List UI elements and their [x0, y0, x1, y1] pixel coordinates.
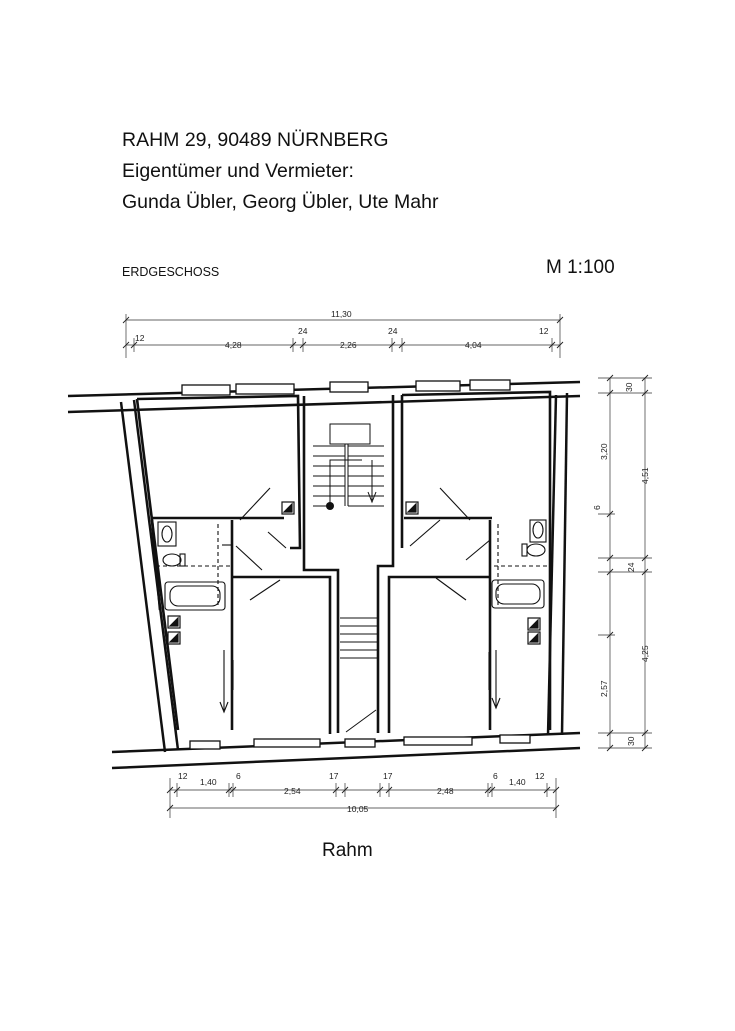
- dim-right-3: 6: [592, 505, 602, 510]
- dim-bottom-6: 17: [383, 771, 393, 781]
- stair-start-marker: [326, 502, 334, 510]
- right-ventilation-ducts: [406, 502, 540, 644]
- street-label: Rahm: [322, 840, 373, 861]
- dim-right-6: 2,57: [599, 680, 609, 697]
- outer-walls: [68, 382, 580, 768]
- dim-top-6: 4,04: [465, 340, 482, 350]
- dim-top-5: 24: [388, 326, 398, 336]
- top-dimension-chain: [126, 314, 560, 358]
- dim-bottom-2: 1,40: [200, 777, 217, 787]
- dim-bottom-1: 12: [178, 771, 188, 781]
- floor-label: ERDGESCHOSS: [122, 265, 220, 279]
- dim-bottom-10: 12: [535, 771, 545, 781]
- dim-bottom-3: 6: [236, 771, 241, 781]
- dim-right-4: 4,51: [640, 467, 650, 484]
- dim-bottom-9: 1,40: [509, 777, 526, 787]
- owner-label: Eigentümer und Vermieter:: [122, 160, 354, 182]
- dim-bottom-total: 10,05: [347, 804, 369, 814]
- dim-top-4: 2,26: [340, 340, 357, 350]
- right-apartment: [389, 392, 550, 733]
- dim-bottom-5: 17: [329, 771, 339, 781]
- scale-label: M 1:100: [546, 257, 615, 278]
- dim-top-7: 12: [539, 326, 549, 336]
- dim-right-7: 4,25: [640, 645, 650, 662]
- dim-bottom-7: 2,48: [437, 786, 454, 796]
- dim-right-1: 30: [624, 382, 634, 392]
- dim-bottom-4: 2,54: [284, 786, 301, 796]
- dim-top-total: 11,30: [331, 309, 352, 319]
- owner-names: Gunda Übler, Georg Übler, Ute Mahr: [122, 191, 439, 213]
- dim-top-1: 12: [135, 333, 145, 343]
- dim-right-5: 24: [626, 562, 636, 572]
- dim-bottom-8: 6: [493, 771, 498, 781]
- dim-right-2: 3,20: [599, 443, 609, 460]
- dim-top-3: 24: [298, 326, 308, 336]
- address-title: RAHM 29, 90489 NÜRNBERG: [122, 129, 389, 151]
- dim-top-2: 4,28: [225, 340, 242, 350]
- dim-right-8: 30: [626, 736, 636, 746]
